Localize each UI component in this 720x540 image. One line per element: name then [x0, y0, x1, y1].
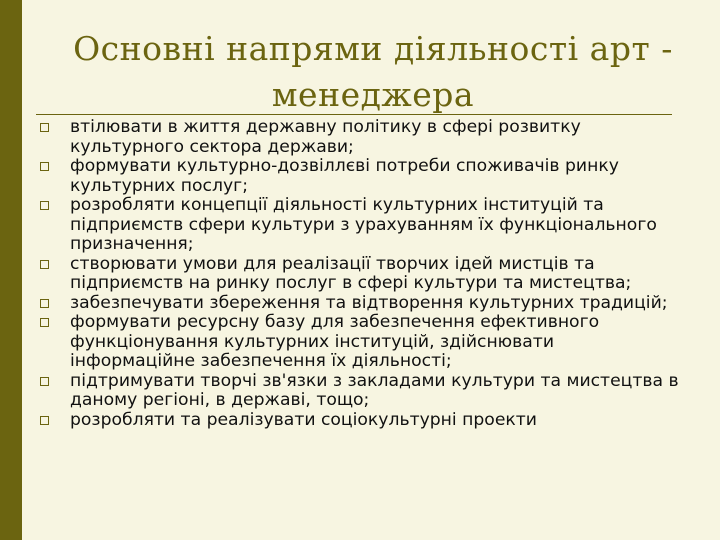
hollow-square-icon	[40, 123, 49, 132]
bullet-item	[40, 157, 680, 196]
bullet-text: забезпечувати збереження та відтворення культурних традицій;	[70, 292, 668, 313]
hollow-square-icon	[40, 162, 49, 171]
bullet-item	[40, 411, 680, 431]
bullet-text: втілювати в життя державну політику в сфері розвитку культурного сектора держави;	[70, 117, 581, 157]
bullet-text: формувати ресурсну базу для забезпечення ефективного функціонування культурних інституцій, здійснювати інформаційне забезпечення їх діяльності;	[70, 312, 600, 371]
title-divider	[36, 114, 672, 115]
bullet-item	[40, 118, 680, 157]
bullet-text: формувати культурно-дозвіллєві потреби споживачів ринку культурних послуг;	[70, 156, 619, 196]
hollow-square-icon	[40, 318, 49, 327]
bullet-text: розробляти та реалізувати соціокультурні проекти	[70, 409, 537, 430]
slide-title: Основні напрями діяльності арт - менеджера	[73, 29, 673, 114]
hollow-square-icon	[40, 299, 49, 308]
bullet-list	[40, 118, 680, 430]
bullet-item	[40, 196, 680, 255]
bullet-item	[40, 255, 680, 294]
hollow-square-icon	[40, 201, 49, 210]
bullet-text: розробляти концепції діяльності культурних інституцій та підприємств сфери культури з урахуванням їх функціонального призначення;	[70, 195, 657, 254]
bullet-text: створювати умови для реалізації творчих ідей мистців та підприємств на ринку послуг в сфері культури та мистецтва;	[70, 253, 632, 293]
bullet-item	[40, 294, 680, 314]
hollow-square-icon	[40, 377, 49, 386]
bullet-text: підтримувати творчі зв'язки з закладами культури та мистецтва в даному регіоні, в державі, тощо;	[70, 370, 679, 410]
bullet-item	[40, 313, 680, 372]
hollow-square-icon	[40, 260, 49, 269]
left-accent-stripe	[0, 0, 22, 540]
bullet-item	[40, 372, 680, 411]
hollow-square-icon	[40, 416, 49, 425]
